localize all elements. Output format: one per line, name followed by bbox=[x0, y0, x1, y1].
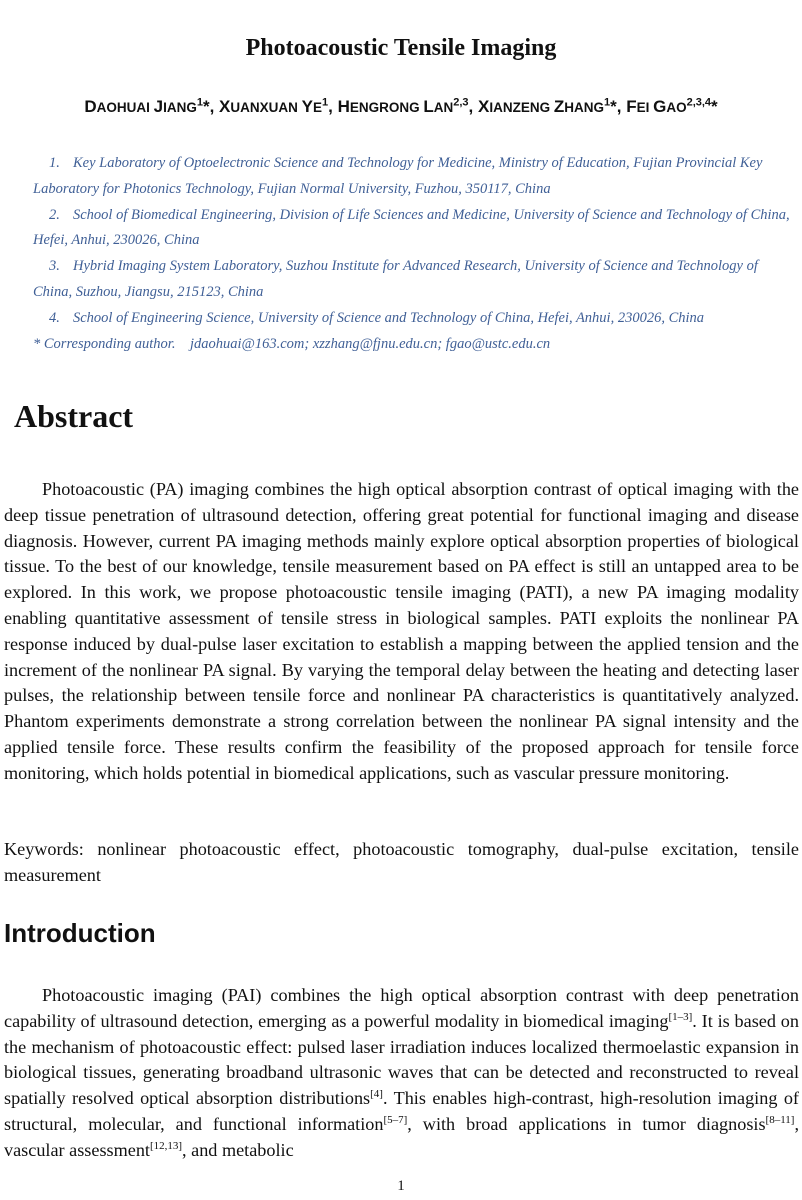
author-affiliation-mark: 1 bbox=[321, 96, 329, 108]
intro-text: , and metabolic bbox=[182, 1139, 294, 1160]
affiliation-3 bbox=[33, 254, 791, 306]
affiliation-number: 3. bbox=[49, 258, 60, 275]
author-initial: H bbox=[337, 96, 350, 116]
author-initial: Z bbox=[553, 96, 565, 116]
author-initial: Y bbox=[301, 96, 313, 116]
author-initial: X bbox=[478, 96, 490, 116]
affiliation-number: 4. bbox=[49, 309, 60, 326]
affiliation-number: 1. bbox=[49, 155, 60, 171]
author bbox=[478, 97, 626, 116]
author-separator: * bbox=[711, 96, 718, 116]
abstract-paragraph bbox=[4, 477, 799, 787]
corresponding-author: * Corresponding author. jdaohuai@163.com; xzzhang@fjnu.edu.cn; fgao@ustc.edu.cn bbox=[33, 335, 551, 352]
intro-text: . This enables high-contrast, high-resolution imaging of structural, molecular, and functional information bbox=[4, 1088, 799, 1134]
author-affiliation-mark: 1 bbox=[604, 96, 611, 108]
keywords: Keywords: nonlinear photoacoustic effect, photoacoustic tomography, dual-pulse excitation, tensile measurement bbox=[4, 839, 799, 885]
affiliations bbox=[33, 151, 791, 357]
abstract-heading: Abstract bbox=[14, 398, 134, 434]
author-family-name: E bbox=[312, 99, 322, 115]
author-initial: J bbox=[153, 96, 164, 116]
author-given-name: AOHUAI bbox=[96, 99, 154, 115]
affiliation-text: School of Engineering Science, University of Science and Technology of China, Hefei, Anhui, 230026, China bbox=[73, 309, 705, 326]
citation: [1–3] bbox=[668, 1010, 693, 1023]
citation: [8–11] bbox=[765, 1113, 795, 1126]
author-given-name: EI bbox=[636, 99, 654, 115]
intro-text: . It is based on the mechanism of photoacoustic effect: pulsed laser irradiation induces localized thermoelastic expansion in biological tissues, generating broadband ultrasonic waves that can be detected and reconstructed to reveal spatially resolved optical absorption distributions bbox=[4, 1010, 799, 1109]
citation: [5–7] bbox=[383, 1113, 408, 1126]
affiliation-text: School of Biomedical Engineering, Division of Life Sciences and Medicine, University of Science and Technology of China, Hefei, Anhui, 230026, China bbox=[33, 206, 790, 249]
author bbox=[84, 97, 219, 116]
author bbox=[338, 97, 478, 116]
affiliation-number: 2. bbox=[49, 206, 60, 223]
intro-text: Photoacoustic imaging (PAI) combines the high optical absorption contrast with deep penetration capability of ultrasound detection, emerging as a powerful modality in biomedical imaging bbox=[4, 985, 799, 1031]
author-family-name: AO bbox=[666, 99, 687, 115]
intro-text: , vascular assessment bbox=[4, 1113, 799, 1160]
abstract-text: Photoacoustic (PA) imaging combines the high optical absorption contrast of optical imaging with the deep tissue penetration of ultrasound detection, offering great potential for functional imaging and disease diagnosis. However, current PA imaging methods mainly explore optical absorption properties of biological tissue. To the best of our knowledge, tensile measurement based on PA effect is still an untapped area to be explored. In this work, we propose photoacoustic tensile imaging (PATI), a new PA imaging modality enabling quantitative assessment of tensile stress in biological samples. PATI exploits the nonlinear PA response induced by dual-pulse laser excitation to establish a mapping between the applied tension and the increment of the nonlinear PA signal. By varying the temporal delay between the heating and detecting laser pulses, the relationship between tensile force and nonlinear PA characteristics is quantitatively analyzed. Phantom experiments demonstrate a strong correlation between the nonlinear PA signal intensity and the applied tensile force. These results confirm the feasibility of the proposed approach for tensile force monitoring, which holds potential in biomedical applications, such as vascular pressure monitoring. bbox=[4, 479, 799, 783]
author-affiliation-mark: 2,3 bbox=[453, 96, 469, 108]
author-given-name: IANZENG bbox=[489, 99, 554, 115]
citation: [12,13] bbox=[149, 1139, 183, 1152]
citation: [4] bbox=[370, 1088, 383, 1101]
paper-title: Photoacoustic Tensile Imaging bbox=[245, 35, 557, 61]
author-given-name: ENGRONG bbox=[349, 99, 424, 115]
author bbox=[219, 97, 338, 116]
author-initial: X bbox=[219, 96, 231, 116]
introduction-heading: Introduction bbox=[4, 918, 156, 948]
introduction-paragraph bbox=[4, 983, 799, 1164]
author-initial: G bbox=[653, 96, 667, 116]
author-family-name: HANG bbox=[564, 99, 604, 115]
affiliation-text: Key Laboratory of Optoelectronic Science and Technology for Medicine, Ministry of Education, Fujian Provincial Key Laboratory for Photonics Technology, Fujian Normal University, Fuzhou, 350117, China bbox=[33, 155, 763, 197]
page-number: 1 bbox=[397, 1178, 405, 1194]
author-affiliation-mark: 1 bbox=[196, 96, 203, 108]
author-initial: L bbox=[423, 96, 434, 116]
author-separator: *, bbox=[610, 96, 627, 116]
author bbox=[626, 97, 717, 116]
author-affiliation-mark: 2,3,4 bbox=[686, 96, 712, 108]
author-separator: *, bbox=[202, 96, 220, 116]
author-separator: , bbox=[468, 96, 478, 116]
author-family-name: IANG bbox=[163, 99, 197, 115]
author-initial: D bbox=[84, 96, 97, 116]
affiliation-text: Hybrid Imaging System Laboratory, Suzhou Institute for Advanced Research, University of Science and Technology of China, Suzhou, Jiangsu, 215123, China bbox=[33, 258, 758, 300]
affiliation-4 bbox=[33, 306, 791, 332]
author-given-name: UANXUAN bbox=[230, 99, 302, 115]
intro-text: , with broad applications in tumor diagnosis bbox=[407, 1113, 766, 1134]
author-list bbox=[0, 96, 802, 117]
affiliation-2 bbox=[33, 203, 791, 255]
author-separator: , bbox=[328, 96, 338, 116]
affiliation-1 bbox=[33, 151, 791, 203]
author-initial: F bbox=[626, 96, 637, 116]
author-family-name: AN bbox=[433, 99, 454, 115]
